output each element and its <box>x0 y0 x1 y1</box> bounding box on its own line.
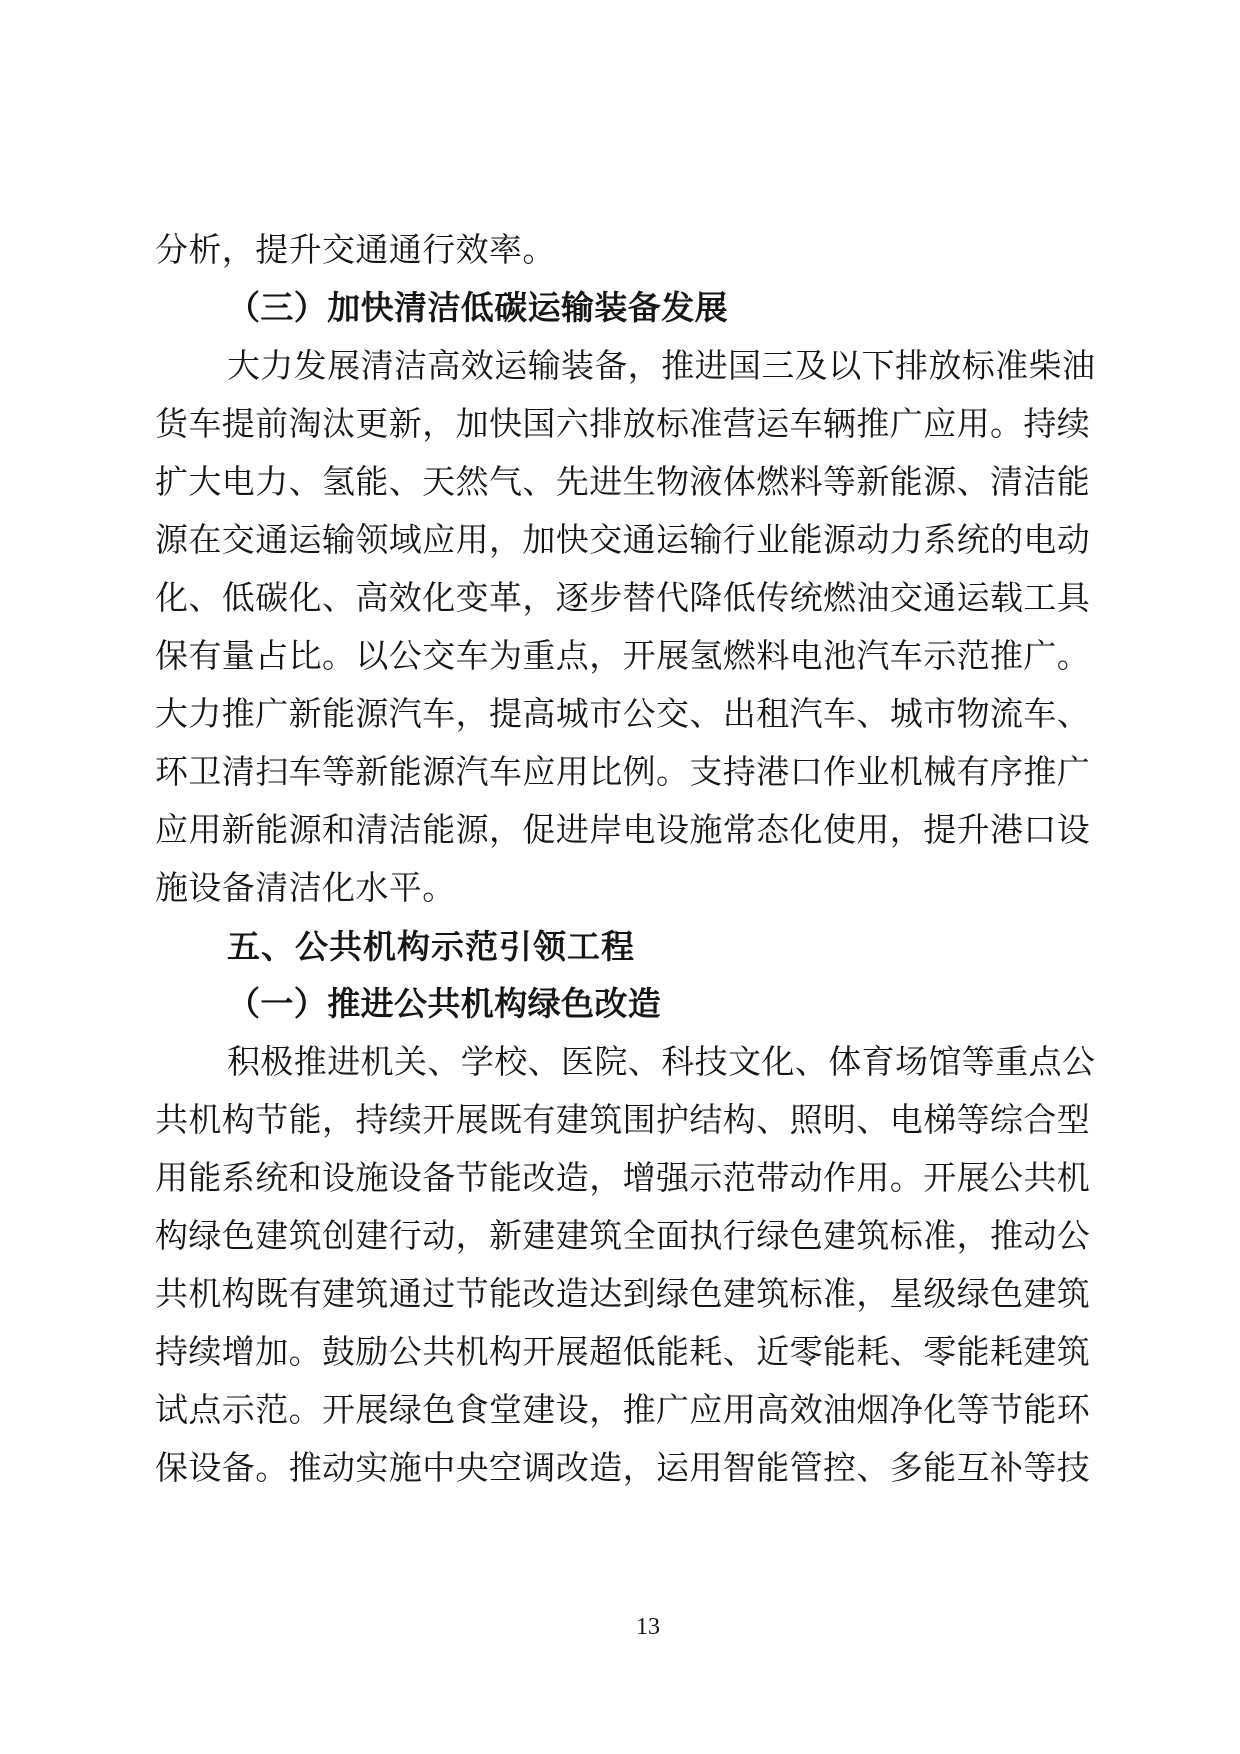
paragraph-line: 保设备。推动实施中央空调改造，运用智能管控、多能互补等技 <box>155 1451 1091 1487</box>
paragraph-line: 化、低碳化、高效化变革，逐步替代降低传统燃油交通运载工具 <box>155 581 1091 617</box>
paragraph-line: 共机构节能，持续开展既有建筑围护结构、照明、电梯等综合型 <box>155 1103 1091 1139</box>
paragraph-line: 大力推广新能源汽车，提高城市公交、出租汽车、城市物流车、 <box>155 697 1091 733</box>
text-block <box>155 222 1096 1498</box>
paragraph-line: 试点示范。开展绿色食堂建设，推广应用高效油烟净化等节能环 <box>155 1393 1091 1429</box>
subsection-heading-3: （三）加快清洁低碳运输装备发展 <box>227 291 728 327</box>
paragraph-line: 用能系统和设施设备节能改造，增强示范带动作用。开展公共机 <box>155 1161 1091 1197</box>
paragraph-line: 保有量占比。以公交车为重点，开展氢燃料电池汽车示范推广。 <box>155 639 1091 675</box>
page-number: 13 <box>636 1614 660 1640</box>
paragraph-line: 持续增加。鼓励公共机构开展超低能耗、近零能耗、零能耗建筑 <box>155 1335 1091 1371</box>
paragraph-line: 构绿色建筑创建行动，新建建筑全面执行绿色建筑标准，推动公 <box>155 1219 1091 1255</box>
paragraph-end-line: 施设备清洁化水平。 <box>155 871 456 907</box>
paragraph-line: 货车提前淘汰更新，加快国六排放标准营运车辆推广应用。持续 <box>155 407 1091 443</box>
paragraph-line: 扩大电力、氢能、天然气、先进生物液体燃料等新能源、清洁能 <box>155 465 1091 501</box>
paragraph-line: 应用新能源和清洁能源，促进岸电设施常态化使用，提升港口设 <box>155 813 1091 849</box>
paragraph-line: 共机构既有建筑通过节能改造达到绿色建筑标准，星级绿色建筑 <box>155 1277 1091 1313</box>
paragraph-line: 源在交通运输领域应用，加快交通运输行业能源动力系统的电动 <box>155 523 1091 559</box>
paragraph-line: 积极推进机关、学校、医院、科技文化、体育场馆等重点公 <box>227 1045 1096 1081</box>
subsection-heading-1: （一）推进公共机构绿色改造 <box>227 987 662 1023</box>
chapter-heading-5: 五、公共机构示范引领工程 <box>227 928 635 965</box>
paragraph-line: 环卫清扫车等新能源汽车应用比例。支持港口作业机械有序推广 <box>155 755 1091 791</box>
paragraph-continuation-line: 分析，提升交通通行效率。 <box>155 233 556 269</box>
paragraph-line: 大力发展清洁高效运输装备，推进国三及以下排放标准柴油 <box>227 349 1096 385</box>
